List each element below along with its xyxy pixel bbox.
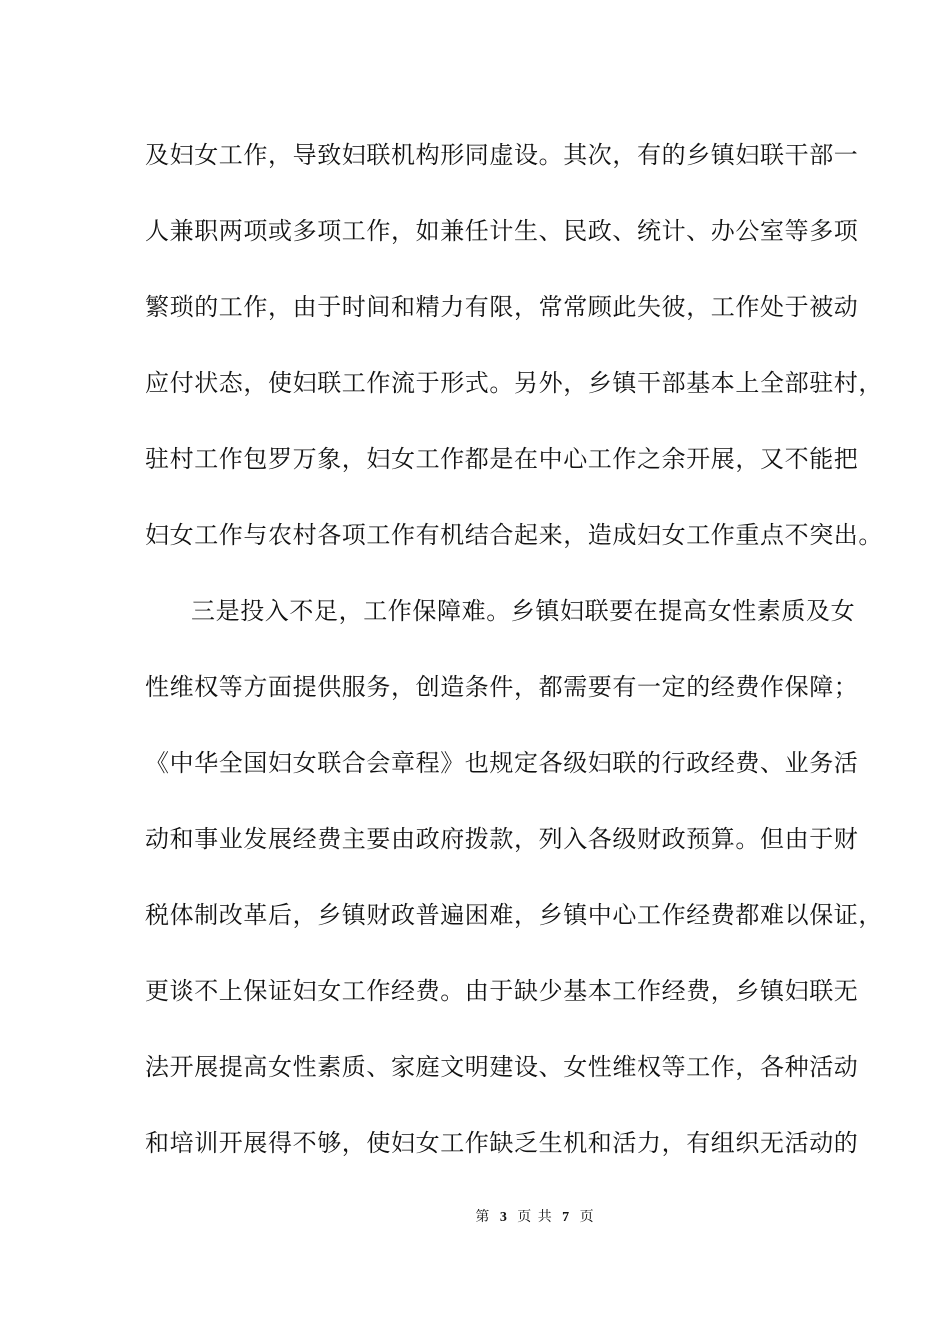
text-line: 税体制改革后，乡镇财政普遍困难，乡镇中心工作经费都难以保证， — [145, 901, 883, 929]
total-page-number: 7 — [562, 1210, 571, 1225]
text-line: 及妇女工作，导致妇联机构形同虚设。其次，有的乡镇妇联干部一 — [145, 141, 859, 169]
current-page-number: 3 — [499, 1210, 508, 1225]
text-line: 驻村工作包罗万象，妇女工作都是在中心工作之余开展，又不能把 — [145, 445, 859, 473]
text-line: 和培训开展得不够，使妇女工作缺乏生机和活力，有组织无活动的 — [145, 1129, 859, 1157]
text-line: 《中华全国妇女联合会章程》也规定各级妇联的行政经费、业务活 — [145, 749, 859, 777]
text-line: 应付状态，使妇联工作流于形式。另外，乡镇干部基本上全部驻村， — [145, 369, 883, 397]
text-line: 繁琐的工作，由于时间和精力有限，常常顾此失彼，工作处于被动 — [145, 293, 859, 321]
footer-suffix: 页 — [579, 1209, 595, 1225]
text-line: 法开展提高女性素质、家庭文明建设、女性维权等工作，各种活动 — [145, 1053, 859, 1081]
text-line: 人兼职两项或多项工作，如兼任计生、民政、统计、办公室等多项 — [145, 217, 859, 245]
text-line: 妇女工作与农村各项工作有机结合起来，造成妇女工作重点不突出。 — [145, 521, 883, 549]
text-line: 动和事业发展经费主要由政府拨款，列入各级财政预算。但由于财 — [145, 825, 859, 853]
text-line: 性维权等方面提供服务，创造条件，都需要有一定的经费作保障； — [145, 673, 859, 701]
footer-middle: 页 共 — [517, 1209, 553, 1225]
page-footer — [0, 1207, 950, 1228]
page-number-label — [475, 1207, 594, 1228]
paragraph-first-line: 三是投入不足，工作保障难。乡镇妇联要在提高女性素质及女 — [191, 597, 856, 625]
text-line: 更谈不上保证妇女工作经费。由于缺少基本工作经费，乡镇妇联无 — [145, 977, 859, 1005]
footer-prefix: 第 — [475, 1209, 491, 1225]
